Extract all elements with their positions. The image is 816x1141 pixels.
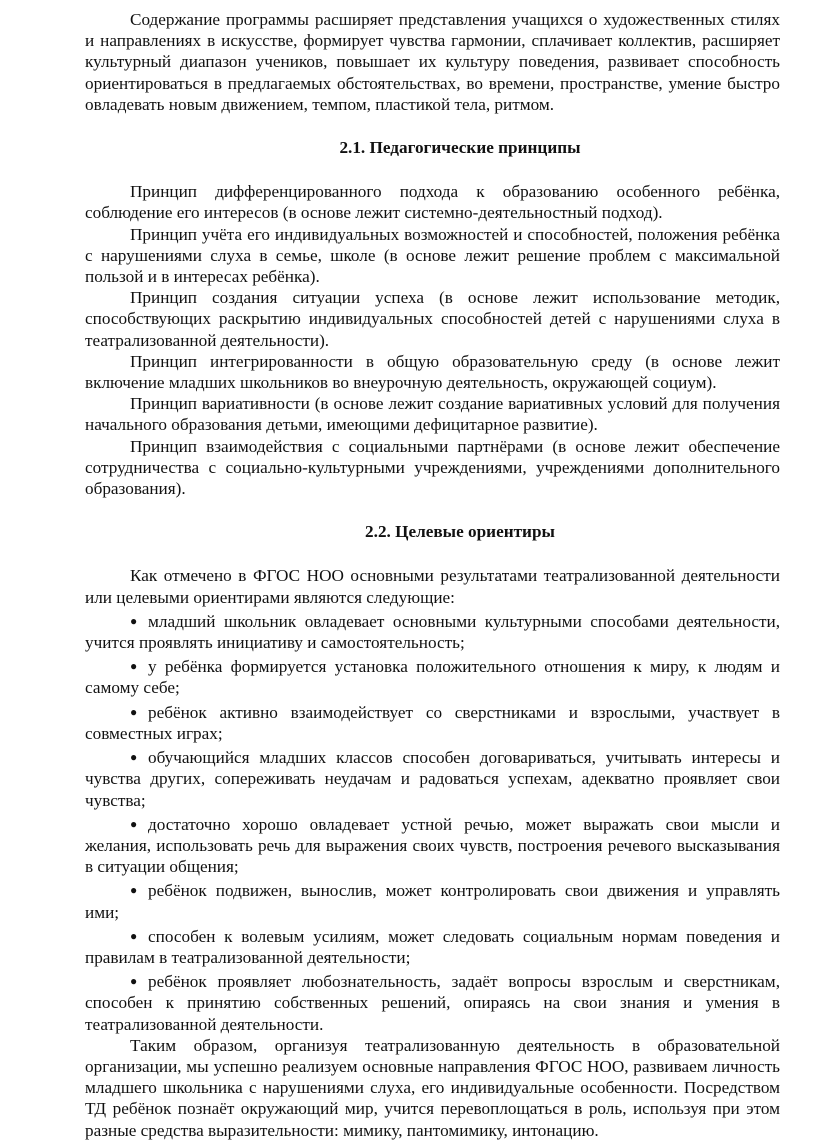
list-item: [85, 702, 780, 744]
list-item-text: у ребёнка формируется установка положительного отношения к миру, к людям и самому себе;: [85, 657, 780, 698]
list-item-text: ребёнок подвижен, вынослив, может контролировать свои движения и управлять ими;: [85, 881, 780, 922]
list-item: [85, 656, 780, 698]
list-item: [85, 747, 780, 811]
principle-paragraph: Принцип создания ситуации успеха (в основе лежит использование методик, способствующих раскрытию индивидуальных способностей детей с нарушениями слуха в театрализованной деятельности).: [85, 288, 780, 350]
targets-lead-paragraph: Как отмечено в ФГОС НОО основными результатами театрализованной деятельности или целевыми ориентирами являются следующие:: [85, 566, 780, 607]
bullet-icon: ●: [130, 928, 138, 943]
bullet-icon: ●: [130, 974, 138, 989]
bullet-icon: ●: [130, 816, 138, 831]
section-heading-principles: 2.1. Педагогические принципы: [339, 138, 581, 158]
list-item-text: достаточно хорошо овладевает устной речью, может выражать свои мысли и желания, использовать речь для выражения своих чувств, построения речевого высказывания в ситуации общения;: [85, 814, 780, 877]
list-item: [85, 926, 780, 968]
bullet-icon: ●: [130, 613, 138, 628]
list-item-text: ребёнок проявляет любознательность, задаёт вопросы взрослым и сверстникам, способен к принятию собственных решений, опираясь на свои знания и умения в театрализованной деятельности.: [85, 972, 780, 1034]
principle-paragraph: Принцип дифференцированного подхода к образованию особенного ребёнка, соблюдение его интересов (в основе лежит системно-деятельностный подход).: [85, 182, 780, 223]
list-item: [85, 611, 780, 653]
list-item: [85, 880, 780, 922]
bullet-icon: ●: [130, 883, 138, 898]
list-item-text: ребёнок активно взаимодействует со сверстниками и взрослыми, участвует в совместных играх;: [85, 702, 780, 743]
intro-paragraph: Содержание программы расширяет представления учащихся о художественных стилях и направлениях в искусстве, формирует чувства гармонии, сплачивает коллектив, расширяет культурный диапазон учеников, повышает их культуру поведения, развивает способность ориентироваться в предлагаемых обстоятельствах, во времени, пространстве, умение быстро овладевать новым движением, темпом, пластикой тела, ритмом.: [85, 10, 780, 114]
list-item: [85, 971, 780, 1035]
list-item-text: младший школьник овладевает основными культурными способами деятельности, учится проявлять инициативу и самостоятельность;: [85, 611, 780, 653]
list-item-text: обучающийся младших классов способен договариваться, учитывать интересы и чувства других, сопереживать неудачам и радоваться успехам, адекватно проявляет свои чувства;: [85, 748, 780, 810]
principle-paragraph: Принцип интегрированности в общую образовательную среду (в основе лежит включение младших школьников во внеурочную деятельность, окружающей социум).: [85, 351, 780, 393]
principle-paragraph: Принцип учёта его индивидуальных возможностей и способностей, положения ребёнка с нарушениями слуха в семье, школе (в основе лежит решение проблем с максимальной пользой и в интересах ребёнка).: [85, 224, 780, 287]
principle-paragraph: Принцип вариативности (в основе лежит создание вариативных условий для получения начального образования детьми, имеющими дефицитарное развитие).: [85, 394, 780, 435]
targets-bullet-list: [85, 611, 780, 1035]
bullet-icon: ●: [130, 704, 138, 719]
list-item: [85, 814, 780, 878]
conclusion-paragraph: Таким образом, организуя театрализованную деятельность в образовательной организации, мы успешно реализуем основные направления ФГОС НОО, развиваем личность младшего школьника с нарушениями слуха, его индивидуальные особенности. Посредством ТД ребёнок познаёт окружающий мир, учится перевоплощаться в роль, используя при этом разные средства выразительности: мимику, пантомимику, интонацию.: [85, 1035, 780, 1140]
section-heading-targets: 2.2. Целевые ориентиры: [365, 522, 555, 542]
list-item-text: способен к волевым усилиям, может следовать социальным нормам поведения и правилам в театрализованной деятельности;: [85, 926, 780, 967]
bullet-icon: ●: [130, 659, 138, 674]
principle-paragraph: Принцип взаимодействия с социальными партнёрами (в основе лежит обеспечение сотрудничества с социально-культурными учреждениями, учреждениями дополнительного образования).: [85, 436, 780, 499]
bullet-icon: ●: [130, 750, 138, 765]
